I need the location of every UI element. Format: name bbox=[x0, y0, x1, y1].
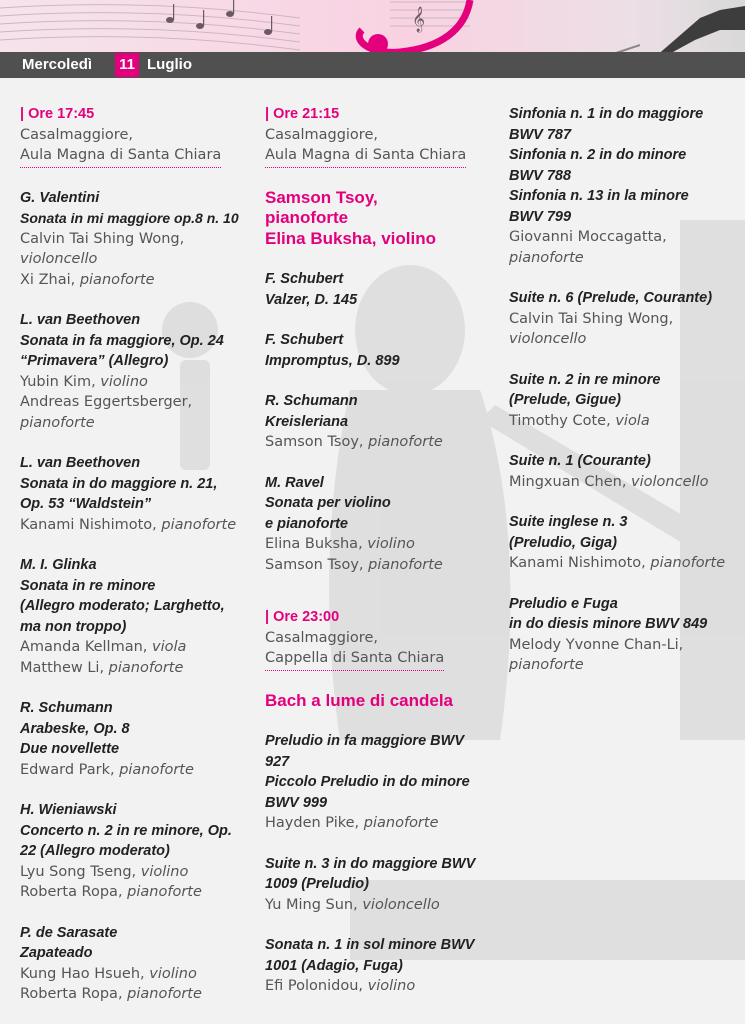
composer: F. Schubert bbox=[265, 271, 344, 287]
performer: Kung Hao Hsueh, violino bbox=[20, 965, 197, 982]
program-item bbox=[265, 330, 501, 371]
performer: Edward Park, pianoforte bbox=[20, 761, 194, 778]
program-item bbox=[265, 854, 501, 916]
performer: Samson Tsoy, pianoforte bbox=[265, 434, 443, 450]
work-title: Arabeske, Op. 8 bbox=[20, 720, 130, 737]
work-title: Op. 53 “Waldstein” bbox=[20, 496, 152, 512]
work-title: Zapateado bbox=[20, 945, 93, 961]
composer: R. Schumann bbox=[20, 700, 113, 716]
program-item bbox=[20, 453, 248, 535]
work-title: Piccolo Preludio in do minore bbox=[265, 774, 470, 790]
work-title: Suite n. 2 in re minore bbox=[509, 371, 661, 388]
work-title: 927 bbox=[265, 753, 290, 770]
work-title: Sonata in re minore bbox=[20, 577, 156, 594]
performer: Roberta Ropa, pianoforte bbox=[20, 884, 202, 900]
performer-role: violoncello bbox=[20, 251, 98, 267]
work-title: Preludio e Fuga bbox=[509, 595, 618, 612]
column-3 bbox=[509, 104, 737, 676]
performer: Efi Polonidou, violino bbox=[265, 978, 416, 994]
work-title: (Allegro moderato; Larghetto, bbox=[20, 598, 225, 614]
date-bar bbox=[0, 52, 745, 78]
session-time: | Ore 21:15 bbox=[265, 106, 340, 122]
performer: Andreas Eggertsberger, bbox=[20, 394, 193, 410]
performer: Giovanni Moccagatta, bbox=[509, 229, 667, 245]
program-item bbox=[20, 555, 248, 678]
session-location: Casalmaggiore, Cappella di Santa Chiara bbox=[265, 628, 501, 671]
composer: G. Valentini bbox=[20, 189, 100, 206]
performer: Yu Ming Sun, violoncello bbox=[265, 896, 440, 913]
work-title: Sinfonia n. 1 in do maggiore bbox=[509, 106, 704, 122]
work-title: Preludio in fa maggiore BWV bbox=[265, 733, 464, 749]
work-title: Due novellette bbox=[20, 741, 120, 757]
concert-headline: Samson Tsoy, pianoforte Elina Buksha, violino bbox=[265, 187, 436, 248]
program-item bbox=[20, 800, 248, 903]
work-title: Sonata in mi maggiore op.8 n. 10 bbox=[20, 210, 239, 226]
session-location: Casalmaggiore, Aula Magna di Santa Chiara bbox=[265, 125, 501, 168]
session-time: | Ore 17:45 bbox=[20, 106, 95, 122]
performer: Calvin Tai Shing Wong, bbox=[20, 230, 185, 247]
date-day-badge: 11 bbox=[115, 53, 139, 77]
program-item bbox=[265, 269, 501, 310]
performer-role: pianoforte bbox=[20, 414, 95, 431]
work-title: Sonata in fa maggiore, Op. 24 bbox=[20, 332, 224, 349]
date-month: Luglio bbox=[147, 56, 192, 73]
performer-role: violoncello bbox=[509, 331, 587, 347]
program-item bbox=[509, 288, 737, 350]
work-title: Sinfonia n. 13 in la minore bbox=[509, 188, 689, 204]
performer: Timothy Cote, viola bbox=[509, 412, 650, 429]
work-title: “Primavera” (Allegro) bbox=[20, 353, 169, 369]
program-item bbox=[509, 104, 737, 268]
concert-headline: Bach a lume di candela bbox=[265, 690, 454, 710]
work-title: BWV 999 bbox=[265, 794, 328, 811]
composer: H. Wieniawski bbox=[20, 802, 117, 818]
work-title: Suite inglese n. 3 bbox=[509, 514, 628, 530]
composer: M. Ravel bbox=[265, 474, 324, 491]
program-item bbox=[509, 594, 737, 676]
composer: F. Schubert bbox=[265, 332, 344, 348]
performer: Elina Buksha, violino bbox=[265, 536, 415, 552]
work-title: Suite n. 3 in do maggiore BWV bbox=[265, 855, 476, 872]
program-item bbox=[509, 451, 737, 492]
work-title: Sonata n. 1 in sol minore BWV bbox=[265, 937, 475, 953]
performer: Yubin Kim, violino bbox=[20, 373, 148, 390]
composer: P. de Sarasate bbox=[20, 924, 118, 941]
work-title: BWV 787 bbox=[509, 126, 572, 143]
program-item bbox=[265, 935, 501, 997]
performer: Roberta Ropa, pianoforte bbox=[20, 986, 202, 1002]
work-title: e pianoforte bbox=[265, 515, 348, 532]
program-item bbox=[509, 370, 737, 432]
date-weekday: Mercoledì bbox=[22, 56, 93, 73]
work-title: Sonata per violino bbox=[265, 495, 391, 511]
composer: R. Schumann bbox=[265, 393, 358, 409]
composer: L. van Beethoven bbox=[20, 455, 141, 471]
work-title: (Preludio, Giga) bbox=[509, 534, 617, 551]
work-title: Sonata in do maggiore n. 21, bbox=[20, 475, 218, 492]
composer: M. I. Glinka bbox=[20, 557, 97, 573]
composer: L. van Beethoven bbox=[20, 312, 141, 328]
work-title: Kreisleriana bbox=[265, 413, 349, 430]
performer: Amanda Kellman, viola bbox=[20, 639, 187, 655]
performer-role: pianoforte bbox=[509, 657, 584, 673]
performer: Hayden Pike, pianoforte bbox=[265, 815, 439, 831]
session-location: Casalmaggiore, Aula Magna di Santa Chiara bbox=[20, 125, 248, 168]
work-title: Concerto n. 2 in re minore, Op. bbox=[20, 822, 232, 839]
work-title: (Prelude, Gigue) bbox=[509, 392, 621, 408]
work-title: Impromptus, D. 899 bbox=[265, 352, 400, 369]
work-title: 1001 (Adagio, Fuga) bbox=[265, 957, 403, 974]
program-item bbox=[20, 698, 248, 780]
work-title: 22 (Allegro moderato) bbox=[20, 843, 170, 859]
program-item bbox=[20, 188, 248, 291]
performer-role: pianoforte bbox=[509, 249, 584, 266]
performer: Kanami Nishimoto, pianoforte bbox=[509, 555, 726, 571]
program-item bbox=[20, 923, 248, 1005]
program-item bbox=[265, 731, 501, 834]
program-item bbox=[509, 512, 737, 574]
column-1 bbox=[20, 104, 248, 1005]
work-title: in do diesis minore BWV 849 bbox=[509, 616, 708, 632]
performer: Xi Zhai, pianoforte bbox=[20, 271, 155, 288]
work-title: ma non troppo) bbox=[20, 618, 127, 635]
performer: Calvin Tai Shing Wong, bbox=[509, 310, 674, 327]
performer: Matthew Li, pianoforte bbox=[20, 659, 184, 676]
program-item bbox=[265, 391, 501, 453]
performer: Kanami Nishimoto, pianoforte bbox=[20, 516, 237, 533]
work-title: Sinfonia n. 2 in do minore bbox=[509, 147, 687, 163]
svg-text:𝄞: 𝄞 bbox=[412, 7, 426, 32]
work-title: Suite n. 1 (Courante) bbox=[509, 453, 651, 469]
performer: Mingxuan Chen, violoncello bbox=[509, 473, 709, 490]
work-title: BWV 788 bbox=[509, 167, 572, 184]
session-time: | Ore 23:00 bbox=[265, 609, 340, 625]
program-item bbox=[265, 473, 501, 576]
performer: Melody Yvonne Chan-Li, bbox=[509, 636, 684, 653]
work-title: BWV 799 bbox=[509, 208, 572, 225]
performer: Samson Tsoy, pianoforte bbox=[265, 556, 443, 573]
column-2 bbox=[265, 104, 501, 997]
work-title: Valzer, D. 145 bbox=[265, 291, 358, 308]
work-title: Suite n. 6 (Prelude, Courante) bbox=[509, 290, 713, 306]
work-title: 1009 (Preludio) bbox=[265, 876, 369, 892]
program-item bbox=[20, 310, 248, 433]
performer: Lyu Song Tseng, violino bbox=[20, 863, 189, 880]
